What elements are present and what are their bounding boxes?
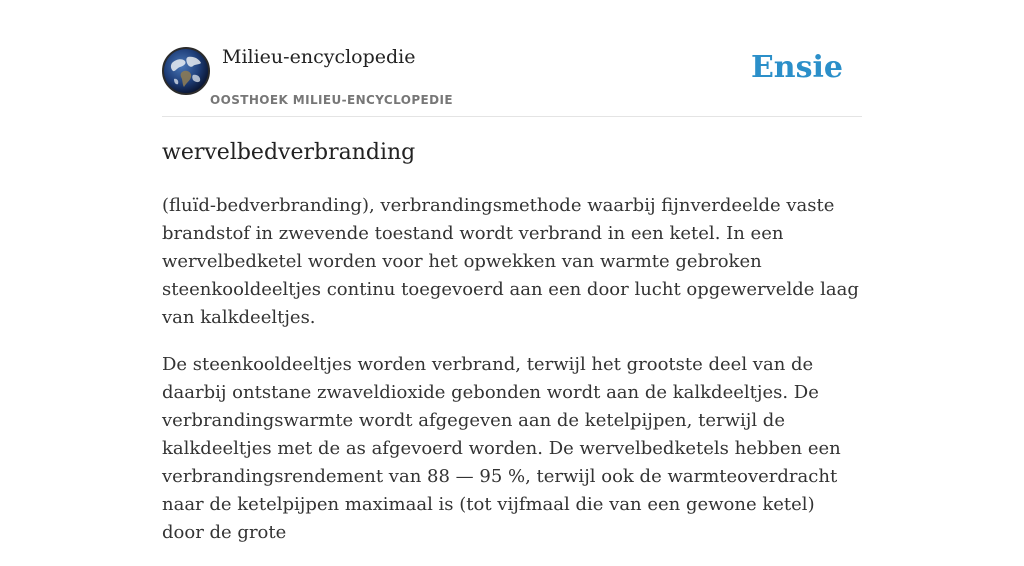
page <box>162 0 862 543</box>
brand-logo[interactable]: Ensie <box>750 50 843 85</box>
article-body <box>162 192 862 566</box>
site-subtitle[interactable]: OOSTHOEK MILIEU-ENCYCLOPEDIE <box>210 93 453 107</box>
article-paragraph: (fluïd-bedverbranding), verbrandingsmethode waarbij fijnverdeelde vaste brandstof in zwevende toestand wordt verbrand in een ketel. In een wervelbedketel worden voor het opwekken van warmte gebroken steenkooldeeltjes continu toegevoerd aan een door lucht opgewervelde laag van kalkdeeltjes. <box>162 195 859 328</box>
site-header <box>162 0 862 117</box>
earth-globe-icon[interactable] <box>162 47 210 95</box>
site-title[interactable]: Milieu-encyclopedie <box>222 46 416 68</box>
article-paragraph: De steenkooldeeltjes worden verbrand, terwijl het grootste deel van de daarbij ontstane zwaveldioxide gebonden wordt aan de kalkdeeltjes. De verbrandingswarmte wordt afgegeven aan de ketelpijpen, terwijl de kalkdeeltjes met de as afgevoerd worden. De wervelbedketels hebben een verbrandingsrendement van 88 — 95 %, terwijl ook de warmteoverdracht naar de ketelpijpen maximaal is (tot vijfmaal die van een gewone ketel) door de grote <box>162 354 841 543</box>
page-title: wervelbedverbranding <box>162 140 416 165</box>
